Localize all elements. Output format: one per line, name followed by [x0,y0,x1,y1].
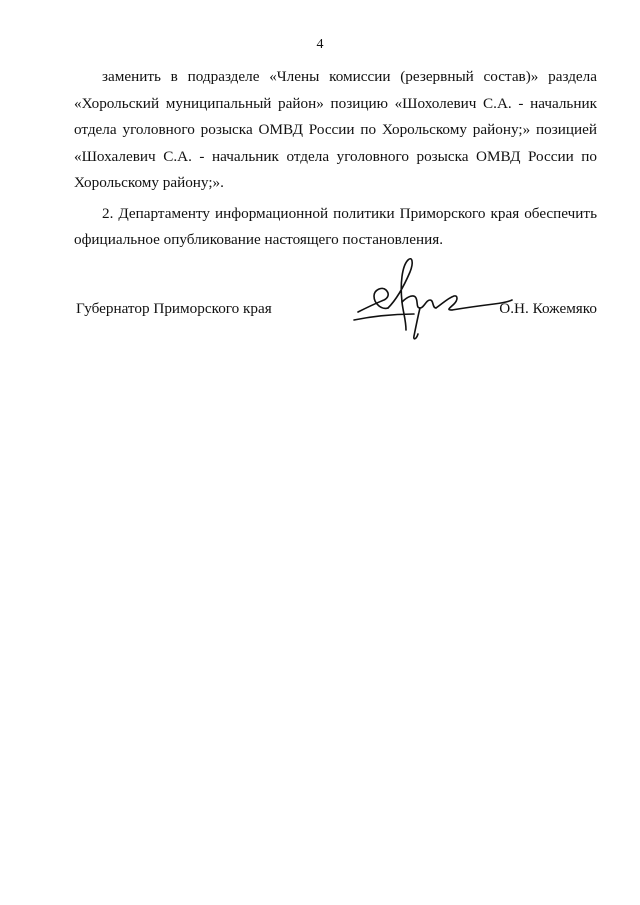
paragraph-publication: 2. Департаменту информационной политики Приморского края обеспечить официальное опубликование настоящего постановления. [74,204,597,248]
document-body [74,64,597,258]
signatory-name: О.Н. Кожемяко [499,300,597,317]
paragraph-replacement: заменить в подразделе «Члены комиссии (резервный состав)» раздела «Хорольский муниципальный район» позицию «Шохолевич С.А. - начальник отдела уголовного розыска ОМВД России по Хорольскому району;» позицией «Шохалевич С.А. - начальник отдела уголовного розыска ОМВД России по Хорольскому району;». [74,68,597,191]
signature-block [74,300,597,340]
handwritten-signature-icon [344,250,534,345]
page-number: 4 [316,37,324,52]
signatory-title: Губернатор Приморского края [76,300,272,317]
